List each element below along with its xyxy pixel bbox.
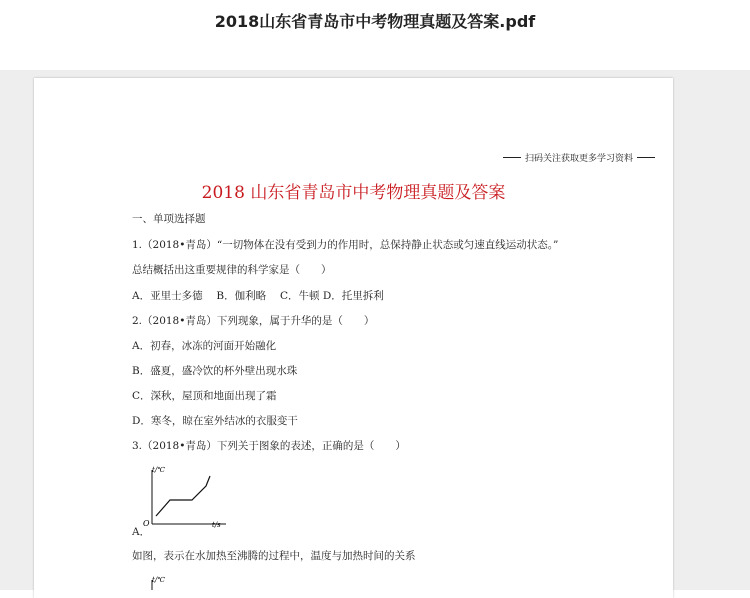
header-note-text: 扫码关注获取更多学习资料 <box>524 154 633 164</box>
graph-a-origin: O <box>143 519 150 528</box>
viewer-top-bar <box>0 0 750 70</box>
q2-option-d: D．寒冬，晾在室外结冰的衣服变干 <box>132 415 298 427</box>
graph-a-curve <box>156 476 210 516</box>
graph-a-x-label: t/s <box>212 521 221 529</box>
header-note <box>503 151 655 164</box>
q1-stem: 1.（2018•青岛）“一切物体在没有受到力的作用时，总保持静止状态或匀速直线运动状态。” <box>132 239 559 251</box>
graph-a-y-label: t/℃ <box>152 466 166 474</box>
q2-stem: 2.（2018•青岛）下列现象，属于升华的是（ ） <box>132 315 375 327</box>
q1-stem-cont: 总结概括出这重要规律的科学家是（ ） <box>132 264 332 276</box>
q3-graph-a <box>140 464 240 532</box>
header-rule-right <box>637 157 655 158</box>
q2-option-c: C．深秋，屋顶和地面出现了霜 <box>132 390 277 402</box>
q1-options: A．亚里士多德 B．伽利略 C．牛顿 D．托里拆利 <box>132 290 384 302</box>
paper-title: 2018 山东省青岛市中考物理真题及答案 <box>201 183 506 203</box>
header-rule-left <box>503 157 521 158</box>
q2-option-b: B．盛夏，盛冷饮的杯外壁出现水珠 <box>132 365 298 377</box>
graph-b-y-label: t/℃ <box>152 576 166 584</box>
q3-graph-b <box>140 574 240 590</box>
q3-a-text: 如图，表示在水加热至沸腾的过程中，温度与加热时间的关系 <box>132 550 416 562</box>
q2-option-a: A．初春，冰冻的河面开始融化 <box>132 340 277 352</box>
pdf-page <box>34 78 673 598</box>
q3-graph-a-option: A． <box>132 526 151 538</box>
q3-stem: 3.（2018•青岛）下列关于图象的表述，正确的是（ ） <box>132 440 406 452</box>
section-heading: 一、单项选择题 <box>132 213 206 225</box>
file-title: 2018山东省青岛市中考物理真题及答案.pdf <box>214 12 536 31</box>
